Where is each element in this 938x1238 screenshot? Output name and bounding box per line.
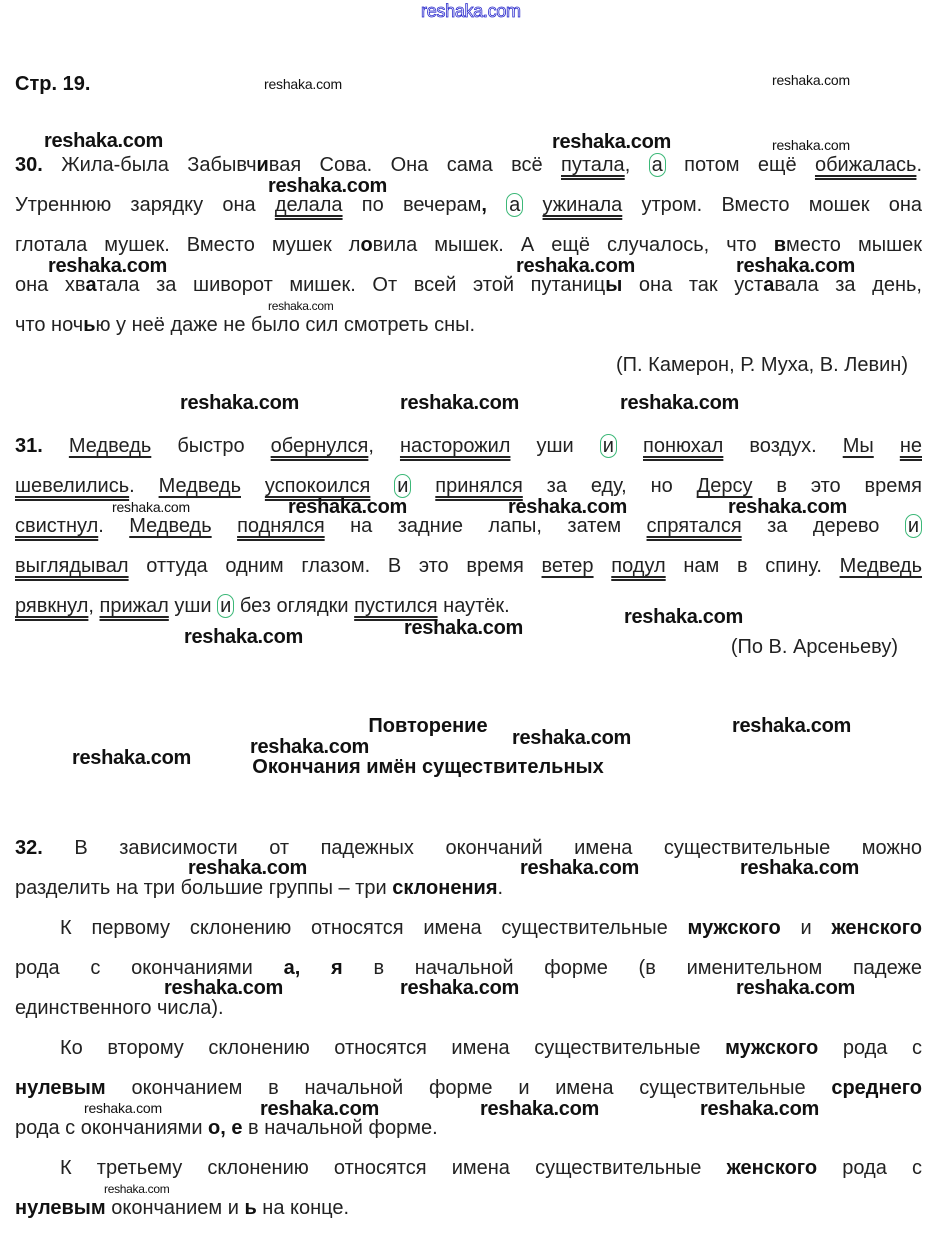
- text-segment: в это время: [752, 475, 922, 497]
- subject-word: Медведь: [839, 555, 923, 577]
- text-segment: .: [129, 475, 159, 497]
- predicate-word: рявкнул: [15, 595, 89, 617]
- predicate-word: успокоился: [264, 475, 371, 497]
- text-segment: [523, 194, 542, 216]
- text-segment: она так уст: [622, 274, 764, 296]
- watermark: reshaka.com: [552, 131, 671, 153]
- text-segment: потом ещё: [665, 154, 815, 176]
- text-segment: уши: [510, 435, 600, 457]
- text-segment: ,: [368, 435, 400, 457]
- watermark: reshaka.com: [260, 1098, 379, 1120]
- subject-word: Медведь: [68, 435, 152, 457]
- watermark: reshaka.com: [112, 499, 190, 515]
- predicate-word: прижал: [99, 595, 169, 617]
- watermark: reshaka.com: [264, 76, 342, 92]
- watermark: reshaka.com: [736, 977, 855, 999]
- text-segment: ю у неё даже не было сил смотреть сны.: [95, 314, 476, 336]
- text-line: [15, 275, 922, 296]
- text-line: [15, 1038, 922, 1059]
- text-line: [15, 436, 922, 457]
- text-segment: тала за шиворот мишек. От всей этой путаниц: [96, 274, 606, 296]
- text-segment: [300, 957, 331, 979]
- bold-text: о: [360, 234, 373, 256]
- bold-text: среднего: [831, 1077, 922, 1099]
- predicate-word: поднялся: [237, 515, 325, 537]
- bold-text: ы: [605, 274, 623, 296]
- text-segment: окончанием и: [105, 1197, 245, 1219]
- text-segment: за еду, но: [522, 475, 697, 497]
- section-subtitle: Окончания имён существительных: [252, 756, 604, 778]
- conjunction-circled: и: [600, 434, 617, 458]
- bold-text: а: [85, 274, 97, 296]
- predicate-word: обижалась: [814, 154, 917, 176]
- watermark: reshaka.com: [188, 857, 307, 879]
- watermark: reshaka.com: [400, 977, 519, 999]
- watermark: reshaka.com: [404, 617, 523, 639]
- text-line: [15, 155, 922, 176]
- text-segment: на задние лапы, затем: [324, 515, 647, 537]
- predicate-word: пустился: [354, 595, 438, 617]
- text-segment: К первому склонению относятся имена существительные: [60, 917, 688, 939]
- watermark: reshaka.com: [772, 72, 850, 88]
- watermark: reshaka.com: [84, 1100, 162, 1116]
- text-segment: вая Сова. Она сама всё: [268, 154, 561, 176]
- text-segment: [241, 475, 265, 497]
- text-line: [15, 838, 922, 859]
- subject-word: Дерсу: [696, 475, 753, 497]
- subject-word: Медведь: [158, 475, 241, 497]
- text-segment: в начальной форме.: [242, 1117, 438, 1139]
- predicate-word: насторожил: [399, 435, 511, 457]
- predicate-word: подул: [611, 555, 666, 577]
- predicate-word: делала: [274, 194, 343, 216]
- predicate-word: свистнул: [15, 515, 99, 537]
- bold-text: склонения: [392, 877, 498, 899]
- watermark: reshaka.com: [508, 496, 627, 518]
- bold-text: женского: [726, 1157, 818, 1179]
- watermark: reshaka.com: [480, 1098, 599, 1120]
- predicate-word: не: [899, 435, 922, 457]
- text-segment: [212, 515, 237, 537]
- conjunction-circled: а: [649, 153, 666, 177]
- watermark: reshaka.com: [72, 747, 191, 769]
- text-segment: и: [780, 917, 832, 939]
- text-line: [15, 235, 922, 256]
- bold-text: и: [256, 154, 269, 176]
- watermark: reshaka.com: [250, 736, 369, 758]
- text-segment: в начальной форме (в именительном падеже: [342, 957, 923, 979]
- text-segment: место мышек: [786, 234, 922, 256]
- text-segment: [370, 475, 394, 497]
- text-segment: .: [497, 877, 504, 899]
- watermark: reshaka.com: [184, 626, 303, 648]
- text-segment: рода с: [817, 1157, 922, 1179]
- text-segment: [594, 555, 612, 577]
- text-segment: ,: [624, 154, 649, 176]
- section-title: Повторение: [368, 715, 488, 737]
- watermark: reshaka.com: [268, 175, 387, 197]
- text-line: [15, 1158, 922, 1179]
- text-line: [15, 315, 922, 336]
- predicate-word: шевелились: [15, 475, 130, 497]
- text-line: [15, 556, 922, 577]
- watermark: reshaka.com: [48, 255, 167, 277]
- bold-text: нулевым: [15, 1077, 106, 1099]
- predicate-word: путала: [561, 154, 625, 176]
- text-segment: наутёк.: [437, 595, 510, 617]
- text-line: [15, 1118, 922, 1139]
- text-segment: за дерево: [741, 515, 905, 537]
- text-segment: нам в спину.: [665, 555, 840, 577]
- watermark: reshaka.com: [736, 255, 855, 277]
- watermark: reshaka.com: [732, 715, 851, 737]
- bold-text: 32.: [15, 837, 43, 859]
- text-segment: уши: [168, 595, 218, 617]
- subject-word: Медведь: [129, 515, 212, 537]
- text-segment: [411, 475, 435, 497]
- watermark: reshaka.com: [268, 299, 334, 313]
- bold-text: ь: [244, 1197, 257, 1219]
- subject-word: Мы: [842, 435, 874, 457]
- bold-text: мужского: [725, 1037, 819, 1059]
- conjunction-circled: и: [905, 514, 922, 538]
- text-line: [15, 195, 922, 216]
- author-31: (По В. Арсеньеву): [730, 636, 898, 658]
- watermark: reshaka.com: [400, 392, 519, 414]
- author-30: (П. Камерон, Р. Муха, В. Левин): [616, 354, 908, 376]
- conjunction-circled: и: [394, 474, 411, 498]
- predicate-word: обернулся: [270, 435, 369, 457]
- bold-text: ь: [83, 314, 96, 336]
- bold-text: женского: [831, 917, 922, 939]
- watermark: reshaka.com: [700, 1098, 819, 1120]
- text-line: [15, 998, 922, 1019]
- text-segment: [874, 435, 900, 457]
- bold-text: о, е: [208, 1117, 243, 1139]
- text-segment: вала за день,: [774, 274, 922, 296]
- bold-text: нулевым: [15, 1197, 106, 1219]
- text-line: [15, 958, 922, 979]
- conjunction-circled: и: [217, 594, 234, 618]
- predicate-word: принялся: [435, 475, 523, 497]
- text-segment: .: [916, 154, 922, 176]
- text-segment: [617, 435, 643, 457]
- text-segment: [43, 435, 69, 457]
- text-segment: единственного числа).: [15, 997, 224, 1019]
- text-segment: рода с окончаниями: [15, 1117, 209, 1139]
- text-segment: .: [98, 515, 130, 537]
- text-segment: Ко второму склонению относятся имена существительные: [60, 1037, 726, 1059]
- bold-text: а,: [283, 957, 301, 979]
- text-segment: оттуда одним глазом. В это время: [128, 555, 542, 577]
- bold-text: ,: [481, 194, 487, 216]
- bold-text: в: [773, 234, 786, 256]
- text-segment: воздух.: [723, 435, 843, 457]
- predicate-word: спрятался: [646, 515, 742, 537]
- watermark: reshaka.com: [624, 606, 743, 628]
- predicate-word: выглядывал: [15, 555, 129, 577]
- text-segment: на конце.: [256, 1197, 350, 1219]
- watermark: reshaka.com: [728, 496, 847, 518]
- bold-text: я: [331, 957, 343, 979]
- predicate-word: понюхал: [643, 435, 724, 457]
- bold-text: а: [763, 274, 775, 296]
- watermark: reshaka.com: [740, 857, 859, 879]
- exercise-32: [15, 838, 922, 1238]
- conjunction-circled: а: [506, 193, 523, 217]
- text-segment: глотала мушек. Вместо мушек л: [15, 234, 361, 256]
- watermark: reshaka.com: [772, 137, 850, 153]
- page-number: Стр. 19.: [15, 73, 91, 95]
- text-segment: [487, 194, 506, 216]
- text-segment: утром. Вместо мошек она: [622, 194, 923, 216]
- bold-text: мужского: [687, 917, 781, 939]
- watermark: reshaka.com: [164, 977, 283, 999]
- text-segment: Утреннюю зарядку она: [15, 194, 275, 216]
- watermark: reshaka.com: [520, 857, 639, 879]
- text-line: [15, 596, 922, 617]
- bold-text: 30.: [15, 154, 43, 176]
- text-segment: рода с: [818, 1037, 922, 1059]
- text-segment: В зависимости от падежных окончаний имена существительные можно: [42, 837, 922, 859]
- bold-text: 31.: [15, 435, 43, 457]
- text-segment: К третьему склонению относятся имена существительные: [60, 1157, 727, 1179]
- text-segment: вила мышек. А ещё случалось, что: [372, 234, 774, 256]
- text-segment: окончанием в начальной форме и имена существительные: [105, 1077, 832, 1099]
- watermark: reshaka.com: [44, 130, 163, 152]
- text-line: [15, 516, 922, 537]
- watermark: reshaka.com: [620, 392, 739, 414]
- text-segment: что ноч: [15, 314, 84, 336]
- text-segment: без оглядки: [234, 595, 355, 617]
- text-segment: быстро: [151, 435, 271, 457]
- watermark: reshaka.com: [180, 392, 299, 414]
- text-line: [15, 918, 922, 939]
- text-segment: разделить на три большие группы – три: [15, 877, 393, 899]
- text-line: [15, 1078, 922, 1099]
- predicate-word: ужинала: [542, 194, 623, 216]
- watermark: reshaka.com: [288, 496, 407, 518]
- text-segment: она хв: [15, 274, 86, 296]
- text-line: [15, 476, 922, 497]
- text-segment: Жила-была Забывч: [42, 154, 257, 176]
- subject-word: ветер: [541, 555, 594, 577]
- text-line: [15, 1198, 922, 1219]
- text-segment: рода с окончаниями: [15, 957, 284, 979]
- site-header-link[interactable]: reshaka.com: [421, 1, 521, 21]
- watermark: reshaka.com: [516, 255, 635, 277]
- watermark: reshaka.com: [104, 1182, 170, 1196]
- watermark: reshaka.com: [512, 727, 631, 749]
- text-segment: по вечерам: [342, 194, 482, 216]
- text-segment: ,: [88, 595, 100, 617]
- text-line: [15, 878, 922, 899]
